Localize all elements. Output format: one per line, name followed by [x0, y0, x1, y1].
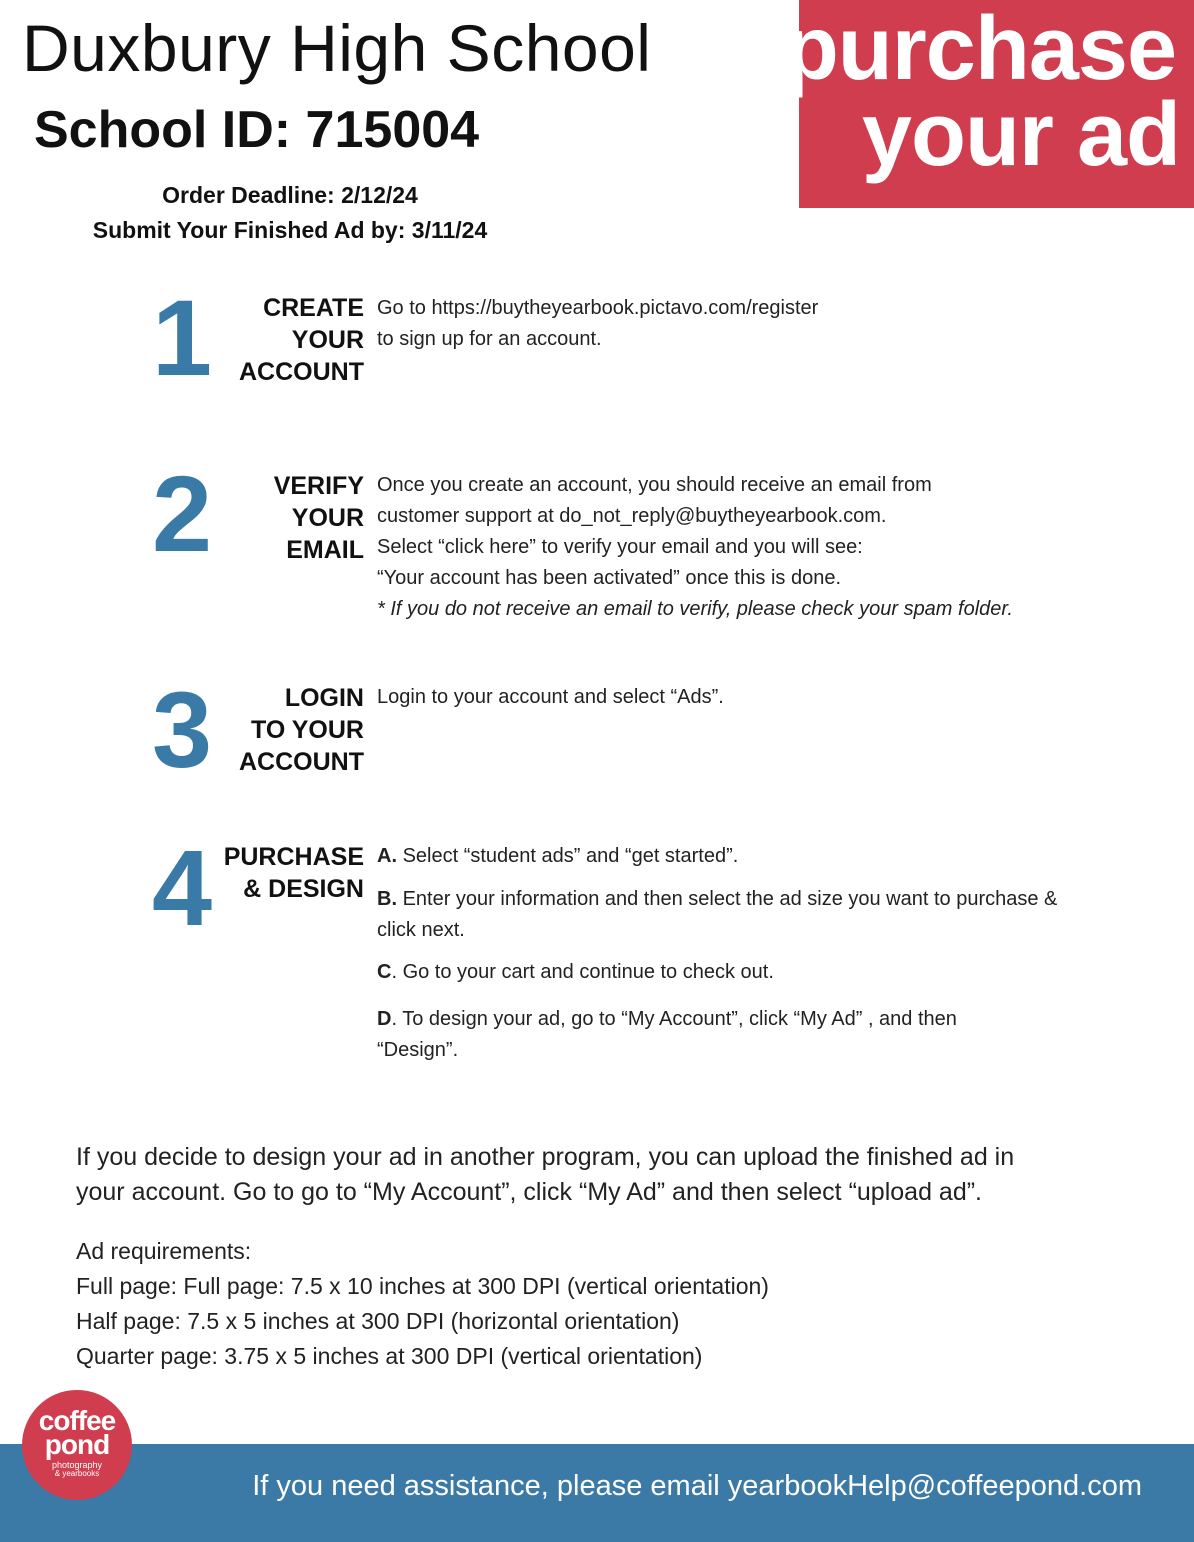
step-3-body	[377, 682, 724, 713]
step-2-title	[164, 470, 364, 566]
step-1-body	[377, 293, 818, 355]
step-1-body-line: to sign up for an account.	[377, 328, 602, 350]
school-name: Duxbury High School	[22, 11, 652, 85]
step-1-number: 1	[151, 277, 213, 398]
item-text: . Go to your cart and continue to check out.	[391, 961, 774, 983]
step-2-body	[377, 470, 1013, 625]
step-3-title	[164, 682, 364, 778]
step-2-spam-note: * If you do not receive an email to verify, please check your spam folder.	[377, 598, 1013, 620]
item-letter: C	[377, 961, 392, 983]
step-4-title-line: PURCHASE	[223, 843, 364, 871]
step-1-title-line: ACCOUNT	[239, 358, 364, 386]
step-1-title-line: YOUR	[291, 326, 364, 354]
item-text: click next.	[377, 919, 465, 941]
item-text: Select “student ads” and “get started”.	[402, 845, 739, 867]
step-1-url-line: Go to https://buytheyearbook.pictavo.com/register	[377, 297, 819, 319]
requirement-full-page: Full page: Full page: 7.5 x 10 inches at 300 DPI (vertical orientation)	[76, 1273, 769, 1299]
step-4-item-c	[377, 957, 1057, 988]
submit-deadline: Submit Your Finished Ad by: 3/11/24	[92, 217, 488, 243]
step-2-title-line: VERIFY	[273, 472, 364, 500]
step-3-number: 3	[151, 669, 213, 790]
item-letter: B.	[377, 888, 397, 910]
step-4-item-d	[377, 1004, 1057, 1035]
step-2-body-line: Select “click here” to verify your email and you will see:	[377, 536, 863, 558]
step-4-number: 4	[151, 827, 213, 948]
requirement-half-page: Half page: 7.5 x 5 inches at 300 DPI (horizontal orientation)	[76, 1308, 680, 1334]
item-letter: A.	[377, 845, 397, 867]
step-4-item-b	[377, 884, 1057, 915]
logo-text: photography	[51, 1460, 103, 1470]
coffeepond-logo	[22, 1390, 132, 1500]
ad-requirements	[76, 1234, 769, 1374]
item-text: Enter your information and then select the ad size you want to purchase &	[402, 888, 1058, 910]
item-text: “Design”.	[377, 1039, 459, 1061]
deadlines	[20, 178, 560, 248]
requirement-quarter-page: Quarter page: 3.75 x 5 inches at 300 DPI (vertical orientation)	[76, 1343, 703, 1369]
banner-line-2: your ad	[861, 85, 1180, 185]
upload-info-line: your account. Go to go to “My Account”, click “My Ad” and then select “upload ad”.	[76, 1178, 982, 1206]
step-2-title-line: YOUR	[291, 504, 364, 532]
step-3-body-line: Login to your account and select “Ads”.	[377, 686, 724, 708]
step-2-title-line: EMAIL	[286, 536, 364, 564]
purchase-banner	[783, 0, 1194, 208]
step-3-title-line: ACCOUNT	[239, 748, 364, 776]
step-2-body-line: customer support at do_not_reply@buytheyearbook.com.	[377, 505, 887, 527]
item-letter: D	[377, 1008, 392, 1030]
logo-text: & yearbooks	[54, 1469, 100, 1478]
requirements-heading: Ad requirements:	[76, 1238, 252, 1264]
step-2-body-line: “Your account has been activated” once this is done.	[377, 567, 842, 589]
step-3-title-line: TO YOUR	[251, 716, 364, 744]
footer-assistance-text: If you need assistance, please email yearbookHelp@coffeepond.com	[252, 1470, 1142, 1502]
step-3-title-line: LOGIN	[284, 684, 364, 712]
step-4-body	[377, 841, 1057, 1066]
school-id: School ID: 715004	[34, 101, 480, 159]
step-1-title	[164, 292, 364, 388]
order-deadline: Order Deadline: 2/12/24	[162, 182, 418, 208]
logo-text: pond	[44, 1429, 110, 1460]
step-4-item-a	[377, 841, 1057, 872]
upload-info	[76, 1140, 1014, 1210]
logo-text: coffee	[38, 1405, 116, 1436]
item-text: . To design your ad, go to “My Account”, click “My Ad” , and then	[391, 1008, 957, 1030]
step-2-body-line: Once you create an account, you should receive an email from	[377, 474, 932, 496]
step-1-title-line: CREATE	[263, 294, 364, 322]
step-2-number: 2	[151, 453, 213, 574]
upload-info-line: If you decide to design your ad in another program, you can upload the finished ad in	[76, 1143, 1015, 1171]
step-4-title-line: & DESIGN	[243, 875, 364, 903]
step-4-title	[164, 841, 364, 905]
banner-line-1: purchase	[783, 0, 1176, 99]
